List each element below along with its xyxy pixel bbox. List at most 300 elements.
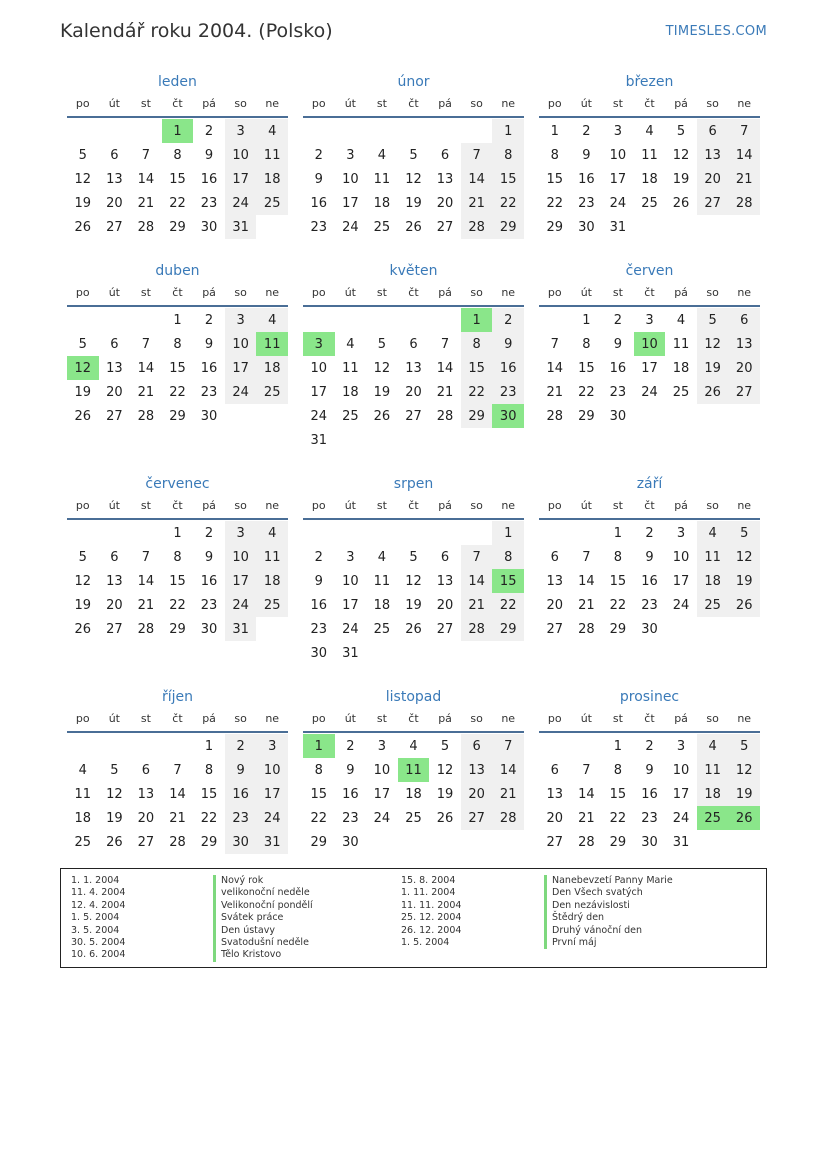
day-cell: 13 [461, 758, 493, 782]
day-cell: 26 [74, 408, 92, 424]
day-cell: 9 [645, 549, 654, 565]
legend-date: 12. 4. 2004 [71, 899, 126, 911]
day-cell: 24 [609, 195, 627, 211]
legend-date: 3. 5. 2004 [71, 924, 120, 936]
day-cell: 21 [492, 782, 524, 806]
weekday-label: so [706, 499, 719, 512]
day-cell: 26 [74, 621, 92, 637]
day-cell: 7 [461, 545, 493, 569]
empty-cell [99, 119, 131, 143]
day-cell: 11 [672, 336, 690, 352]
day-cell: 23 [578, 195, 595, 211]
day-cell: 13 [436, 573, 454, 589]
day-cell: 10 [609, 147, 627, 163]
day-cell: 23 [225, 806, 257, 830]
weekday-label: út [344, 499, 356, 512]
day-cell: 8 [582, 336, 591, 352]
holiday-day: 11 [398, 758, 430, 782]
day-cell: 15 [609, 786, 627, 802]
day-cell: 29 [609, 621, 627, 637]
day-cell: 21 [461, 593, 493, 617]
month-říjen [67, 687, 288, 854]
legend-holiday-name: velikonoční neděle [213, 887, 313, 899]
day-cell: 23 [310, 621, 328, 637]
month-květen [303, 261, 524, 452]
day-cell: 13 [546, 573, 564, 589]
day-cell: 17 [373, 786, 391, 802]
weekday-label: ne [737, 712, 752, 725]
legend-date: 25. 12. 2004 [401, 912, 462, 924]
day-cell: 18 [697, 782, 729, 806]
day-cell: 31 [256, 830, 288, 854]
day-cell: 26 [74, 219, 92, 235]
day-cell: 31 [672, 834, 690, 850]
day-cell: 24 [256, 806, 288, 830]
day-cell: 29 [609, 834, 627, 850]
day-cell: 21 [461, 191, 493, 215]
month-únor [303, 72, 524, 239]
day-grid [303, 308, 524, 452]
legend-holiday-name: Den nezávislosti [544, 900, 673, 912]
day-cell: 24 [672, 810, 690, 826]
day-cell: 30 [200, 408, 218, 424]
day-cell: 7 [440, 336, 450, 352]
day-cell: 21 [546, 384, 564, 400]
weekday-label: po [547, 286, 562, 299]
day-cell: 25 [256, 191, 288, 215]
day-cell: 12 [373, 360, 391, 376]
day-cell: 9 [613, 336, 623, 352]
day-cell: 19 [373, 384, 391, 400]
day-cell: 31 [225, 215, 257, 239]
day-cell: 3 [225, 521, 257, 545]
month-listopad [303, 687, 524, 854]
day-cell: 27 [436, 219, 454, 235]
day-cell: 13 [697, 143, 729, 167]
weekday-label: út [108, 286, 120, 299]
holiday-day: 15 [492, 569, 524, 593]
day-cell: 29 [546, 219, 564, 235]
weekday-label: so [234, 712, 247, 725]
day-cell: 6 [440, 549, 450, 565]
day-cell: 6 [440, 147, 450, 163]
day-cell: 4 [346, 336, 355, 352]
legend-date: 10. 6. 2004 [71, 949, 126, 961]
weekday-label: po [547, 712, 562, 725]
empty-cell [130, 521, 162, 545]
day-cell: 21 [578, 810, 595, 826]
day-cell: 11 [697, 758, 729, 782]
day-cell: 17 [342, 597, 359, 613]
day-cell: 10 [225, 332, 257, 356]
day-cell: 17 [256, 782, 288, 806]
day-cell: 12 [672, 147, 690, 163]
day-cell: 23 [310, 219, 328, 235]
day-cell: 24 [342, 219, 359, 235]
empty-cell [303, 521, 335, 545]
day-cell: 15 [169, 360, 186, 376]
day-cell: 26 [728, 593, 760, 617]
day-grid [303, 521, 524, 665]
day-cell: 4 [377, 147, 387, 163]
empty-cell [461, 119, 493, 143]
day-cell: 22 [546, 195, 564, 211]
day-cell: 28 [137, 219, 155, 235]
weekday-label: so [706, 712, 719, 725]
day-cell: 17 [225, 569, 257, 593]
day-cell: 5 [409, 549, 418, 565]
weekday-label: pá [202, 286, 216, 299]
day-cell: 26 [405, 621, 422, 637]
weekday-label: čt [408, 286, 419, 299]
legend-holiday-name: Svatodušní neděle [213, 937, 313, 949]
day-cell: 2 [645, 525, 654, 541]
day-cell: 15 [461, 356, 493, 380]
month-září [539, 474, 760, 641]
empty-cell [429, 521, 461, 545]
day-cell: 25 [373, 621, 391, 637]
empty-cell [366, 119, 398, 143]
day-cell: 11 [342, 360, 359, 376]
legend-date: 1. 5. 2004 [71, 912, 120, 924]
legend-dates-right [401, 875, 461, 949]
month-name: únor [397, 74, 430, 90]
day-cell: 15 [169, 573, 186, 589]
day-cell: 30 [200, 621, 218, 637]
day-cell: 5 [409, 147, 418, 163]
weekday-label: út [108, 712, 120, 725]
day-cell: 26 [106, 834, 123, 850]
day-cell: 29 [169, 219, 186, 235]
empty-cell [99, 308, 131, 332]
day-cell: 2 [492, 308, 524, 332]
weekday-label: so [234, 97, 247, 110]
day-cell: 6 [550, 762, 559, 778]
day-cell: 11 [641, 147, 658, 163]
day-cell: 25 [697, 593, 729, 617]
day-cell: 20 [697, 167, 729, 191]
weekday-header [303, 707, 524, 733]
day-cell: 29 [169, 621, 186, 637]
day-cell: 13 [436, 171, 454, 187]
weekday-label: čt [172, 97, 183, 110]
day-cell: 5 [110, 762, 119, 778]
day-cell: 12 [436, 762, 454, 778]
day-cell: 16 [200, 171, 218, 187]
day-cell: 16 [342, 786, 359, 802]
day-cell: 4 [645, 123, 654, 139]
day-cell: 25 [256, 380, 288, 404]
day-cell: 13 [106, 360, 123, 376]
day-cell: 31 [609, 219, 627, 235]
day-cell: 1 [173, 312, 182, 328]
day-cell: 12 [74, 573, 92, 589]
day-cell: 8 [492, 545, 524, 569]
day-cell: 22 [492, 191, 524, 215]
day-cell: 18 [641, 171, 658, 187]
day-cell: 28 [436, 408, 454, 424]
day-cell: 2 [314, 549, 323, 565]
month-name: prosinec [619, 689, 680, 705]
day-cell: 25 [74, 834, 92, 850]
day-cell: 6 [110, 549, 119, 565]
day-cell: 27 [405, 408, 422, 424]
weekday-label: po [311, 97, 326, 110]
day-cell: 8 [613, 762, 623, 778]
weekday-label: út [108, 499, 120, 512]
day-cell: 20 [728, 356, 760, 380]
day-cell: 3 [645, 312, 654, 328]
day-cell: 6 [409, 336, 418, 352]
day-cell: 6 [461, 734, 493, 758]
weekday-header [539, 707, 760, 733]
weekday-header [67, 281, 288, 307]
day-cell: 2 [645, 738, 654, 754]
empty-cell [162, 734, 194, 758]
weekday-label: čt [408, 97, 419, 110]
day-cell: 31 [342, 645, 359, 661]
day-cell: 27 [546, 834, 564, 850]
day-cell: 16 [641, 573, 658, 589]
day-cell: 17 [609, 171, 627, 187]
day-cell: 26 [697, 380, 729, 404]
legend-holiday-name: Den ústavy [213, 925, 313, 937]
weekday-label: po [75, 712, 90, 725]
day-cell: 8 [173, 336, 182, 352]
weekday-header [539, 494, 760, 520]
day-cell: 20 [405, 384, 422, 400]
empty-cell [67, 521, 99, 545]
day-cell: 29 [461, 404, 493, 428]
day-grid [539, 521, 760, 641]
weekday-label: st [140, 286, 151, 299]
weekday-label: st [612, 712, 623, 725]
weekday-label: po [311, 712, 326, 725]
brand-link[interactable]: TIMESLES.COM [665, 24, 767, 39]
day-cell: 22 [609, 597, 627, 613]
legend-date: 15. 8. 2004 [401, 875, 456, 886]
weekday-label: čt [172, 286, 183, 299]
weekday-header [67, 707, 288, 733]
legend-date: 1. 1. 2004 [71, 875, 120, 886]
weekday-label: čt [644, 97, 655, 110]
day-cell: 3 [676, 738, 686, 754]
month-leden [67, 72, 288, 239]
weekday-label: pá [674, 712, 688, 725]
holiday-day: 26 [728, 806, 760, 830]
empty-cell [303, 119, 335, 143]
day-cell: 27 [546, 621, 564, 637]
day-cell: 29 [169, 408, 186, 424]
day-cell: 16 [225, 782, 257, 806]
day-cell: 20 [106, 195, 123, 211]
legend-holiday-name: Den Všech svatých [544, 887, 673, 899]
weekday-label: ne [737, 286, 752, 299]
day-cell: 9 [314, 573, 323, 589]
weekday-label: ne [501, 712, 516, 725]
month-name: září [636, 476, 663, 492]
day-cell: 13 [106, 573, 123, 589]
weekday-label: ne [501, 286, 516, 299]
day-cell: 27 [436, 621, 454, 637]
weekday-label: čt [408, 712, 419, 725]
month-name: březen [625, 74, 674, 90]
day-cell: 14 [461, 167, 493, 191]
month-name: listopad [385, 689, 442, 705]
empty-cell [366, 521, 398, 545]
holiday-day: 10 [634, 332, 666, 356]
weekday-label: pá [202, 97, 216, 110]
day-cell: 22 [169, 195, 186, 211]
day-cell: 22 [578, 384, 595, 400]
weekday-label: út [108, 97, 120, 110]
day-cell: 21 [436, 384, 454, 400]
day-grid [67, 308, 288, 428]
day-cell: 26 [373, 408, 391, 424]
weekday-label: pá [438, 97, 452, 110]
weekday-label: út [344, 97, 356, 110]
day-cell: 18 [697, 569, 729, 593]
weekday-label: st [140, 712, 151, 725]
day-cell: 17 [310, 384, 328, 400]
day-cell: 9 [204, 549, 214, 565]
day-cell: 21 [137, 597, 155, 613]
day-cell: 14 [169, 786, 186, 802]
day-cell: 10 [373, 762, 391, 778]
day-cell: 18 [672, 360, 690, 376]
day-cell: 24 [225, 191, 257, 215]
day-cell: 27 [697, 191, 729, 215]
day-cell: 5 [697, 308, 729, 332]
day-cell: 16 [310, 597, 328, 613]
weekday-label: pá [202, 499, 216, 512]
weekday-label: čt [172, 712, 183, 725]
day-cell: 1 [204, 738, 214, 754]
day-cell: 19 [672, 171, 690, 187]
day-cell: 5 [377, 336, 387, 352]
day-cell: 27 [728, 380, 760, 404]
day-cell: 6 [141, 762, 151, 778]
day-cell: 10 [342, 171, 359, 187]
day-cell: 24 [342, 621, 359, 637]
day-cell: 30 [225, 830, 257, 854]
empty-cell [67, 119, 99, 143]
day-cell: 18 [256, 569, 288, 593]
day-cell: 23 [641, 597, 658, 613]
holiday-day: 3 [303, 332, 335, 356]
legend-holiday-name: Druhý vánoční den [544, 925, 673, 937]
day-cell: 14 [137, 573, 155, 589]
day-grid [67, 521, 288, 641]
weekday-label: čt [172, 499, 183, 512]
day-cell: 9 [204, 336, 214, 352]
day-cell: 30 [609, 408, 627, 424]
day-cell: 16 [609, 360, 627, 376]
weekday-label: st [376, 97, 387, 110]
empty-cell [335, 308, 367, 332]
weekday-label: út [580, 97, 592, 110]
day-cell: 14 [137, 360, 155, 376]
empty-cell [429, 308, 461, 332]
holiday-day: 1 [303, 734, 335, 758]
day-cell: 10 [672, 549, 690, 565]
weekday-label: st [612, 97, 623, 110]
day-cell: 12 [74, 171, 92, 187]
day-cell: 8 [461, 332, 493, 356]
weekday-header [67, 92, 288, 118]
weekday-label: pá [674, 97, 688, 110]
day-cell: 3 [676, 525, 686, 541]
day-cell: 19 [74, 195, 92, 211]
day-cell: 4 [256, 308, 288, 332]
legend-dates-left [71, 875, 125, 962]
day-cell: 27 [461, 806, 493, 830]
day-cell: 2 [314, 147, 323, 163]
day-cell: 6 [110, 147, 119, 163]
legend-holiday-name: Velikonoční pondělí [213, 900, 313, 912]
weekday-label: so [470, 97, 483, 110]
day-cell: 19 [106, 810, 123, 826]
day-cell: 19 [436, 786, 454, 802]
weekday-label: ne [265, 97, 280, 110]
day-cell: 28 [546, 408, 564, 424]
day-cell: 7 [582, 549, 591, 565]
day-cell: 17 [225, 167, 257, 191]
day-cell: 5 [676, 123, 686, 139]
legend-holiday-name: První máj [544, 937, 673, 949]
day-cell: 18 [256, 167, 288, 191]
day-cell: 17 [641, 360, 658, 376]
weekday-label: po [547, 499, 562, 512]
weekday-header [303, 92, 524, 118]
legend-names-right [544, 875, 673, 949]
day-cell: 28 [137, 408, 155, 424]
day-cell: 4 [697, 521, 729, 545]
weekday-label: út [580, 286, 592, 299]
day-cell: 26 [436, 810, 454, 826]
weekday-label: pá [438, 499, 452, 512]
day-cell: 7 [141, 549, 151, 565]
day-cell: 3 [225, 119, 257, 143]
month-name: říjen [161, 689, 194, 705]
day-cell: 30 [641, 621, 658, 637]
weekday-label: so [706, 97, 719, 110]
day-cell: 16 [641, 786, 658, 802]
legend-date: 30. 5. 2004 [71, 936, 126, 948]
legend-holiday-name: Svátek práce [213, 912, 313, 924]
day-cell: 22 [169, 597, 186, 613]
day-cell: 4 [256, 119, 288, 143]
day-cell: 20 [106, 384, 123, 400]
day-cell: 15 [546, 171, 564, 187]
day-cell: 18 [373, 195, 391, 211]
day-cell: 7 [461, 143, 493, 167]
day-cell: 11 [256, 143, 288, 167]
day-cell: 9 [204, 147, 214, 163]
legend-date: 11. 4. 2004 [71, 887, 126, 899]
weekday-header [539, 281, 760, 307]
day-cell: 2 [204, 525, 214, 541]
day-cell: 12 [405, 171, 422, 187]
day-cell: 3 [346, 147, 355, 163]
weekday-label: st [376, 286, 387, 299]
day-cell: 9 [492, 332, 524, 356]
day-cell: 24 [672, 597, 690, 613]
weekday-label: pá [202, 712, 216, 725]
day-cell: 13 [405, 360, 422, 376]
day-cell: 14 [492, 758, 524, 782]
day-cell: 18 [373, 597, 391, 613]
